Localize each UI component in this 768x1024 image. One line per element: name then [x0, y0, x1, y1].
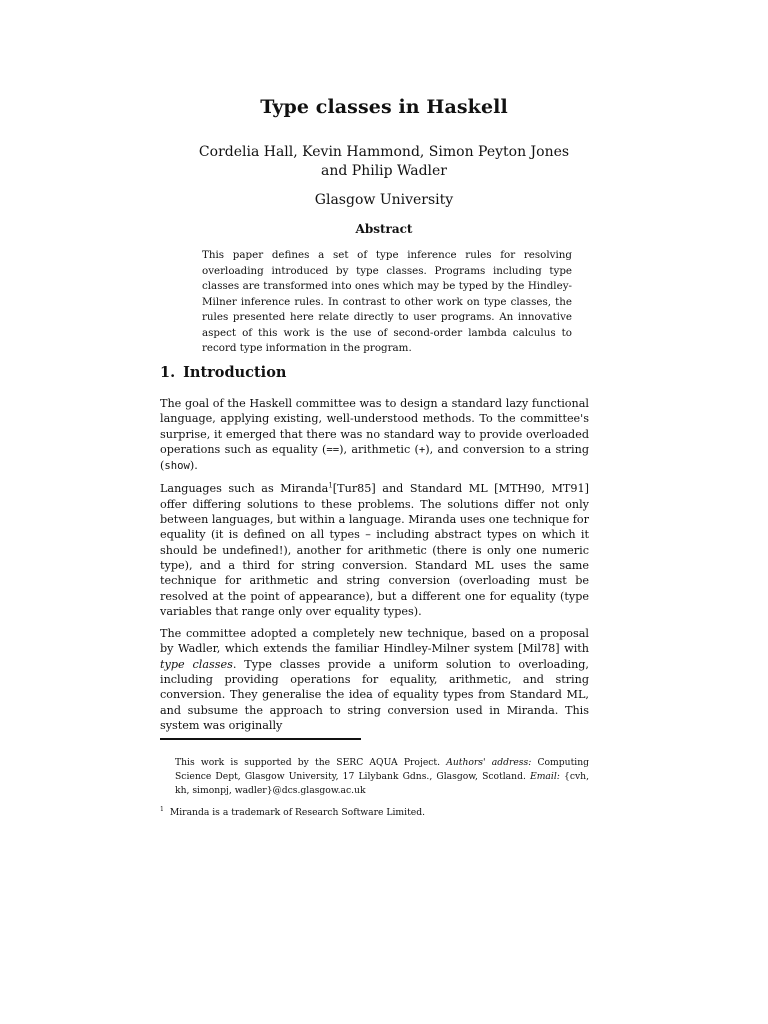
section-number: 1. [160, 364, 176, 381]
abstract-text: This paper defines a set of type inference rules for resolving overloading introduced by type classes. Programs including type classes are transformed into ones which may be typed by the Hindley-Milner inference rules. In contrast to other work on type classes, the rules presented here relate directly to user programs. An innovative aspect of this work is the use of second-order lambda calculus to record type information in the program. [202, 249, 572, 354]
text-run: Languages such as Miranda [160, 482, 329, 496]
code-show: show [164, 460, 190, 473]
abstract-heading: Abstract [355, 222, 413, 236]
footnote-1-text: Miranda is a trademark of Research Software Limited. [169, 807, 426, 819]
paper-title: Type classes in Haskell [260, 96, 508, 118]
paragraph-1 [160, 396, 589, 474]
text-run: . Type classes provide a uniform solution to overloading, including providing operations for equality, arithmetic, and string conversion. They generalise the idea of equality types from Standard ML, and subsume the approach to string conversion used in Miranda. This system was originally [160, 657, 589, 732]
body-text [160, 396, 589, 740]
footnote-1-mark: 1 [160, 806, 164, 813]
code-equality: == [326, 443, 340, 456]
footnote-rule [160, 738, 361, 740]
authors-line-2: and Philip Wadler [321, 163, 447, 179]
section-title: Introduction [183, 364, 287, 381]
affiliation: Glasgow University [314, 192, 454, 208]
address-label: Authors' address: [446, 757, 532, 768]
emphasis-type-classes: type classes [160, 657, 233, 671]
author-list [0, 143, 768, 181]
text-run: ), arithmetic ( [339, 442, 419, 456]
text-run: This work is supported by the SERC AQUA Project. [175, 757, 447, 768]
footnote-support [175, 756, 589, 798]
text-run: Computing Science Dept, Glasgow University, 17 Lilybank Gdns., Glasgow, Scotland. [175, 757, 590, 782]
footnote-marker: 1 [328, 481, 333, 490]
paragraph-3 [160, 626, 589, 733]
email-addresses: {cvh, kh, simonpj, wadler}@dcs.glasgow.ac.uk [175, 771, 589, 796]
text-run: [Tur85] and Standard ML [MTH90, MT91] offer differing solutions to these problems. The solutions differ not only between languages, but within a language. Miranda uses one technique for equality (it is defined on all types – including abstract types on which it should be undefined!), another for arithmetic (there is only one numeric type), and a third for string conversion. Standard ML uses the same technique for arithmetic and string conversion (overloading must be resolved at the point of appearance), but a different one for equality (type variables that range only over equality types). [160, 482, 589, 618]
text-run: The goal of the Haskell committee was to design a standard lazy functional language, applying existing, well-understood methods. To the committee's surprise, it emerged that there was no standard way to provide overloaded operations such as equality ( [160, 397, 589, 456]
text-run: The committee adopted a completely new technique, based on a proposal by Wadler, which extends the familiar Hindley-Milner system [Mil78] with [160, 627, 589, 656]
code-plus: + [418, 443, 426, 456]
section-heading-introduction [160, 364, 286, 381]
footnote-1 [160, 803, 589, 820]
text-run: ), and conversion to a string ( [160, 442, 589, 473]
paragraph-2 [160, 481, 589, 619]
text-run: ). [189, 459, 198, 473]
email-label: Email: [529, 771, 560, 782]
authors-line-1: Cordelia Hall, Kevin Hammond, Simon Peyton Jones [198, 144, 570, 160]
